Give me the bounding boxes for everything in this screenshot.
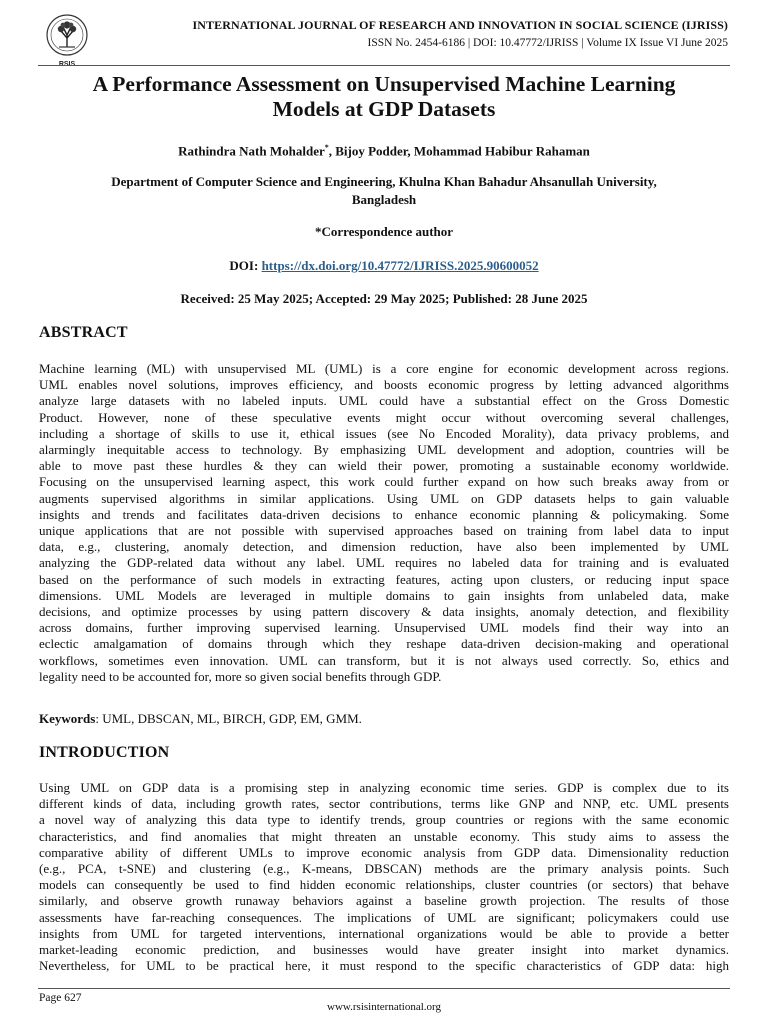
- introduction-line: insights from UML for targeted interventions, international organizations would be able to provide a better: [39, 925, 729, 941]
- introduction-line: similarly, and observe growth runaway behaviors against a baseline growth projection. The results of those: [39, 893, 729, 909]
- footer-divider: [38, 988, 730, 989]
- header-divider: [38, 65, 730, 66]
- abstract-line: across domains, further improving supervised learning. Unsupervised UML models find their way into an: [39, 620, 729, 636]
- logo-text: RSIS: [58, 61, 76, 68]
- author-primary: Rathindra Nath Mohalder: [178, 143, 325, 159]
- correspondence-note: *Correspondence author: [314, 224, 454, 239]
- abstract-line: UML enables novel solutions, improves efficiency, and boosts economic progress by letting advanced algorithms: [39, 377, 729, 393]
- abstract-line: based on the performance of such models in extracting features, acting upon clusters, or reducing input space: [39, 571, 729, 587]
- abstract-line: dimensions. UML Models are leveraged in multiple domains to gain insights from unlabeled data, make: [39, 587, 729, 603]
- abstract-body: [39, 361, 729, 685]
- abstract-line: unique applications that are not possible with supervised approaches based on training from label data to input: [39, 523, 729, 539]
- introduction-line: Nevertheless, for UML to be practical here, it must respond to the specific characteristics of GDP data: high: [39, 958, 729, 974]
- introduction-line: characteristics, and find anomalies that might threaten an unstable economy. This study aims to assess the: [39, 828, 729, 844]
- page-number: Page 627: [39, 992, 82, 1004]
- footer-website: www.rsisinternational.org: [327, 1001, 441, 1013]
- introduction-line: different kinds of data, including growth rates, sector contributions, terms like GNP and NNP, etc. UML presents: [39, 796, 729, 812]
- publication-dates: Received: 25 May 2025; Accepted: 29 May 2025; Published: 28 June 2025: [180, 291, 588, 306]
- title-line-2: Models at GDP Datasets: [272, 97, 496, 121]
- introduction-heading: INTRODUCTION: [39, 744, 170, 761]
- affiliation-line-1: Department of Computer Science and Engineering, Khulna Khan Bahadur Ahsanullah University,: [111, 174, 657, 189]
- abstract-line: insights and trends and facilitates data-driven decisions to enhance economic planning & policymaking. Some: [39, 506, 729, 522]
- abstract-heading: ABSTRACT: [39, 324, 128, 341]
- affiliation: [40, 173, 728, 209]
- doi-line: [40, 257, 728, 275]
- abstract-line: analyzing the GDP-related data without any label. UML requires no labeled data for training and is evaluated: [39, 555, 729, 571]
- abstract-line: decisions, and optimize processes by using pattern discovery & data insights, anomaly detection, and flexibility: [39, 604, 729, 620]
- introduction-line: market-leading economic prediction, and businesses would have greater insight into market dynamics.: [39, 942, 729, 958]
- introduction-line: comparative ability of different UMLs to improve economic analysis from GDP data. Dimensionality reduction: [39, 844, 729, 860]
- journal-meta: ISSN No. 2454-6186 | DOI: 10.47772/IJRISS | Volume IX Issue VI June 2025: [367, 37, 728, 49]
- abstract-line: able to move past these hurdles & they can wield their power, promoting a sustainable economy worldwide.: [39, 458, 729, 474]
- author-mark: *: [324, 143, 329, 152]
- journal-header: [193, 18, 729, 49]
- introduction-line: a novel way of analyzing this data type to identify trends, group countries or regions with the same economic: [39, 812, 729, 828]
- introduction-line: models can consequently be used to find hidden economic relationships, cluster countries (or sectors) that behave: [39, 877, 729, 893]
- title-line-1: A Performance Assessment on Unsupervised Machine Learning: [92, 72, 676, 96]
- introduction-line: (e.g., PCA, t-SNE) and clustering (e.g., K-means, DBSCAN) methods are the primary analysis points. Such: [39, 861, 729, 877]
- abstract-line: Machine learning (ML) with unsupervised ML (UML) is a core engine for economic development across regions.: [39, 361, 729, 376]
- keywords-line: [39, 711, 362, 727]
- abstract-line: alarmingly inequitable access to technology. By emphasizing UML development and adoption, countries will be: [39, 442, 729, 458]
- keywords-label: Keywords: [39, 711, 96, 726]
- doi-label: DOI:: [229, 258, 262, 273]
- doi-link[interactable]: https://dx.doi.org/10.47772/IJRISS.2025.90600052: [261, 258, 539, 273]
- abstract-line: workflows, sometimes even innovation. UML can transform, but it is not always used correctly. So, ethics and: [39, 652, 729, 668]
- abstract-line: Product. However, none of these speculative events might occur without overcoming several challenges,: [39, 409, 729, 425]
- introduction-line: Using UML on GDP data is a promising step in analyzing economic time series. GDP is complex due to its: [39, 780, 729, 795]
- author-others: , Bijoy Podder, Mohammad Habibur Rahaman: [328, 143, 590, 159]
- keywords-list: : UML, DBSCAN, ML, BIRCH, GDP, EM, GMM.: [95, 711, 362, 726]
- abstract-line: augments supervised algorithms in similar applications. Using UML on GDP datasets helps to gain valuable: [39, 490, 729, 506]
- affiliation-line-2: Bangladesh: [351, 192, 417, 207]
- introduction-body: [39, 780, 729, 974]
- paper-title: [40, 72, 728, 122]
- abstract-line: Focusing on the unsupervised learning aspect, this work could further expand on how such breaks away from or: [39, 474, 729, 490]
- authors: [40, 139, 728, 160]
- abstract-line: eclectic amalgamation of domains through which they reshape data-driven decision-making and operational: [39, 636, 729, 652]
- journal-name: INTERNATIONAL JOURNAL OF RESEARCH AND INNOVATION IN SOCIAL SCIENCE (IJRISS): [192, 18, 728, 32]
- abstract-line: legality need to be accounted for, more so given social benefits through GDP.: [39, 668, 442, 684]
- abstract-line: data, e.g., clustering, anomaly detection, and dimension reduction, have also been implemented by UML: [39, 539, 729, 555]
- rsis-logo-icon: [42, 12, 92, 70]
- abstract-line: including a shortage of skills to use it, ethical issues (see No Encoded Morality), data privacy problems, and: [39, 425, 729, 441]
- abstract-line: analyze large datasets with no labeled inputs. UML could have a substantial effect on the Gross Domestic: [39, 393, 729, 409]
- introduction-line: assessments have far-reaching consequences. The implications of UML are significant; policymakers could use: [39, 909, 729, 925]
